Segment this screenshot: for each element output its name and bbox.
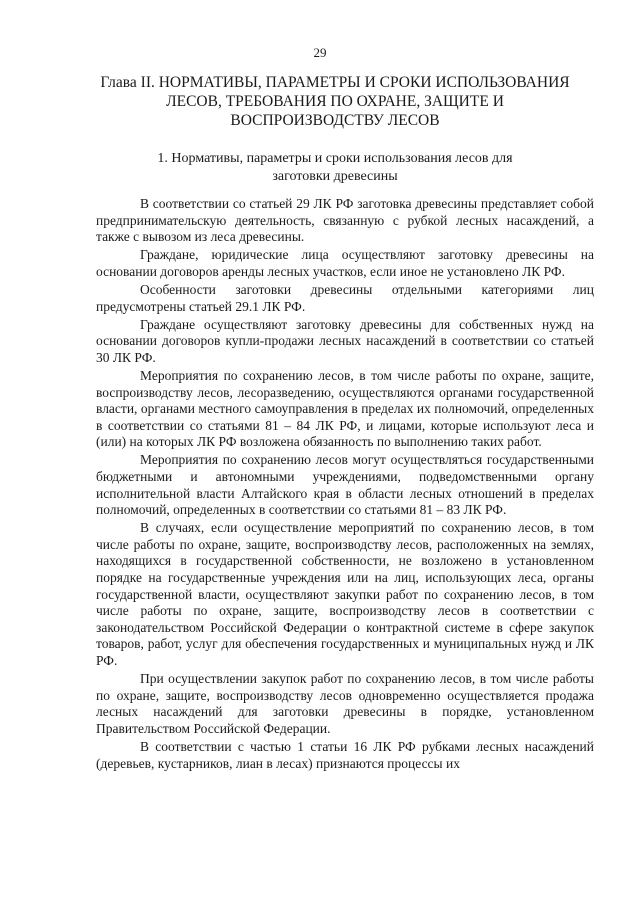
section-title: 1. Нормативы, параметры и сроки использования лесов для заготовки древесины (157, 151, 513, 184)
paragraph: При осуществлении закупок работ по сохранению лесов, в том числе работы по охране, защите, воспроизводству лесов одновременно осуществляется продажа лесных насаждений для заготовки древесины в порядке, установленном Правительством Российской Федерации. (96, 671, 594, 736)
paragraph: В случаях, если осуществление мероприятий по сохранению лесов, в том числе работы по охране, защите, воспроизводству лесов, расположенных на землях, находящихся в государственной собственности, не возложено в установленном порядке на государственные учреждения или на лиц, использующих леса, органы государственной власти, осуществляют закупки работ по сохранению лесов, в том числе работы по охране, защите, воспроизводству лесов в соответствии с законодательством Российской Федерации о контрактной системе в сфере закупок товаров, работ, услуг для обеспечения государственных и муниципальных нужд и ЛК РФ. (96, 520, 594, 669)
paragraph: Мероприятия по сохранению лесов могут осуществляться государственными бюджетными и автономными учреждениями, подведомственными органу исполнительной власти Алтайского края в области лесных отношений в пределах полномочий, определенных в соответствии со статьями 81 – 83 ЛК РФ. (96, 452, 594, 518)
paragraph: Граждане осуществляют заготовку древесины для собственных нужд на основании договоров купли-продажи лесных насаждений в соответствии со статьей 30 ЛК РФ. (96, 316, 594, 365)
chapter-title: Глава II. НОРМАТИВЫ, ПАРАМЕТРЫ И СРОКИ ИСПОЛЬЗОВАНИЯ ЛЕСОВ, ТРЕБОВАНИЯ ПО ОХРАНЕ, ЗАЩИТЕ И ВОСПРОИЗВОДСТВУ ЛЕСОВ (100, 74, 570, 129)
paragraph: В соответствии с частью 1 статьи 16 ЛК РФ рубками лесных насаждений (деревьев, кустарников, лиан в лесах) признаются процессы их (96, 739, 594, 771)
paragraph: В соответствии со статьей 29 ЛК РФ заготовка древесины представляет собой предпринимательскую деятельность, связанную с рубкой лесных насаждений, а также с вывозом из леса древесины. (96, 196, 594, 245)
page-number: 29 (313, 45, 327, 60)
paragraph: Особенности заготовки древесины отдельными категориями лиц предусмотрены статьей 29.1 ЛК РФ. (96, 281, 594, 314)
body-text (96, 196, 594, 774)
paragraph: Граждане, юридические лица осуществляют заготовку древесины на основании договоров аренды лесных участков, если иное не установлено ЛК РФ. (96, 247, 594, 279)
paragraph: Мероприятия по сохранению лесов, в том числе работы по охране, защите, воспроизводству лесов, лесоразведению, осуществляются органами государственной власти, органами местного самоуправления в пределах их полномочий, определенных в соответствии со статьями 81 – 84 ЛК РФ, и лицами, которые используют леса и (или) на которых ЛК РФ возложена обязанность по выполнению таких работ. (96, 367, 594, 450)
